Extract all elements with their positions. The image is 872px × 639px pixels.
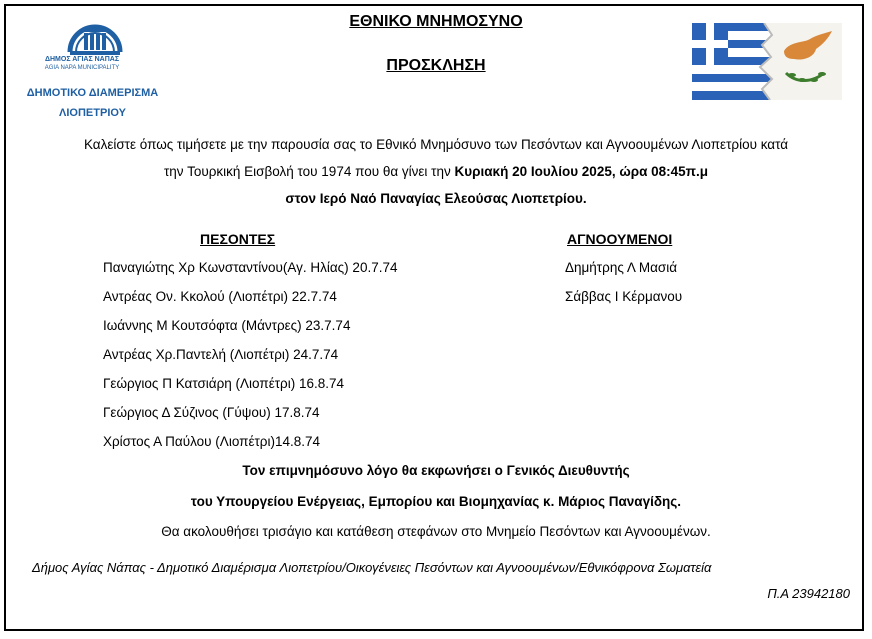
missing-name: Σάββας Ι Κέρμανου: [565, 289, 683, 304]
invitation-line-1: Καλείστε όπως τιμήσετε με την παρουσία σας το Εθνικό Μνημόσυνο των Πεσόντων και Αγνοουμένων Λιοπετρίου κατά: [83, 137, 789, 152]
fallen-name: Αντρέας Χρ.Παντελή (Λιοπέτρι) 24.7.74: [103, 347, 339, 362]
fallen-name: Γεώργιος Π Κατσιάρη (Λιοπέτρι) 16.8.74: [103, 376, 345, 391]
invitation-heading: ΠΡΟΣΚΛΗΣΗ: [386, 57, 486, 74]
fallen-name: Χρίστος Α Παύλου (Λιοπέτρι)14.8.74: [103, 434, 321, 449]
memorial-ceremony-line: Θα ακολουθήσει τρισάγιο και κατάθεση στεφάνων στο Μνημείο Πεσόντων και Αγνοουμένων.: [161, 524, 711, 539]
fallen-name: Αντρέας Ον. Κκολού (Λιοπέτρι) 22.7.74: [103, 289, 337, 304]
missing-heading: ΑΓΝΟΟΥΜΕΝΟΙ: [567, 231, 673, 247]
invitation-line-2: την Τουρκική Εισβολή του 1974 που θα γίνει την Κυριακή 20 Ιουλίου 2025, ώρα 08:45π.μ: [163, 164, 709, 179]
document-title: ΕΘΝΙΚΟ ΜΝΗΜΟΣΥΝΟ: [349, 13, 523, 30]
fallen-heading: ΠΕΣΟΝΤΕΣ: [200, 231, 276, 247]
reference-number: Π.Α 23942180: [767, 586, 850, 601]
invitation-location: στον Ιερό Ναό Παναγίας Ελεούσας Λιοπετρίου.: [285, 191, 587, 206]
event-datetime: Κυριακή 20 Ιουλίου 2025, ώρα 08:45π.μ: [454, 164, 709, 179]
organizers-line: Δήμος Αγίας Νάπας - Δημοτικό Διαμέρισμα Λιοπετρίου/Οικογένειες Πεσόντων και Αγνοουμένων/Εθνικόφρονα Σωματεία: [32, 560, 712, 575]
missing-name: Δημήτρης Λ Μασιά: [565, 260, 678, 275]
logo-text-english: AGIA NAPA MUNICIPALITY: [44, 65, 120, 71]
fallen-name: Ιωάννης Μ Κουτσόφτα (Μάντρες) 23.7.74: [103, 318, 351, 333]
org-name-line2: ΛΙΟΠΕΤΡΙΟΥ: [59, 107, 126, 119]
logo-text-greek: ΔΗΜΟΣ ΑΓΙΑΣ ΝΑΠΑΣ: [44, 56, 120, 63]
speaker-line-1: Τον επιμνημόσυνο λόγο θα εκφωνήσει ο Γενικός Διευθυντής: [242, 463, 630, 478]
speaker-line-2: του Υπουργείου Ενέργειας, Εμπορίου και Βιομηχανίας κ. Μάριος Παναγίδης.: [190, 494, 682, 509]
org-name-line1: ΔΗΜΟΤΙΚΟ ΔΙΑΜΕΡΙΣΜΑ: [26, 87, 159, 99]
fallen-name: Παναγιώτης Χρ Κωνσταντίνου(Αγ. Ηλίας) 20.7.74: [103, 260, 398, 275]
fallen-name: Γεώργιος Δ Σύζινος (Γύψου) 17.8.74: [103, 405, 320, 420]
